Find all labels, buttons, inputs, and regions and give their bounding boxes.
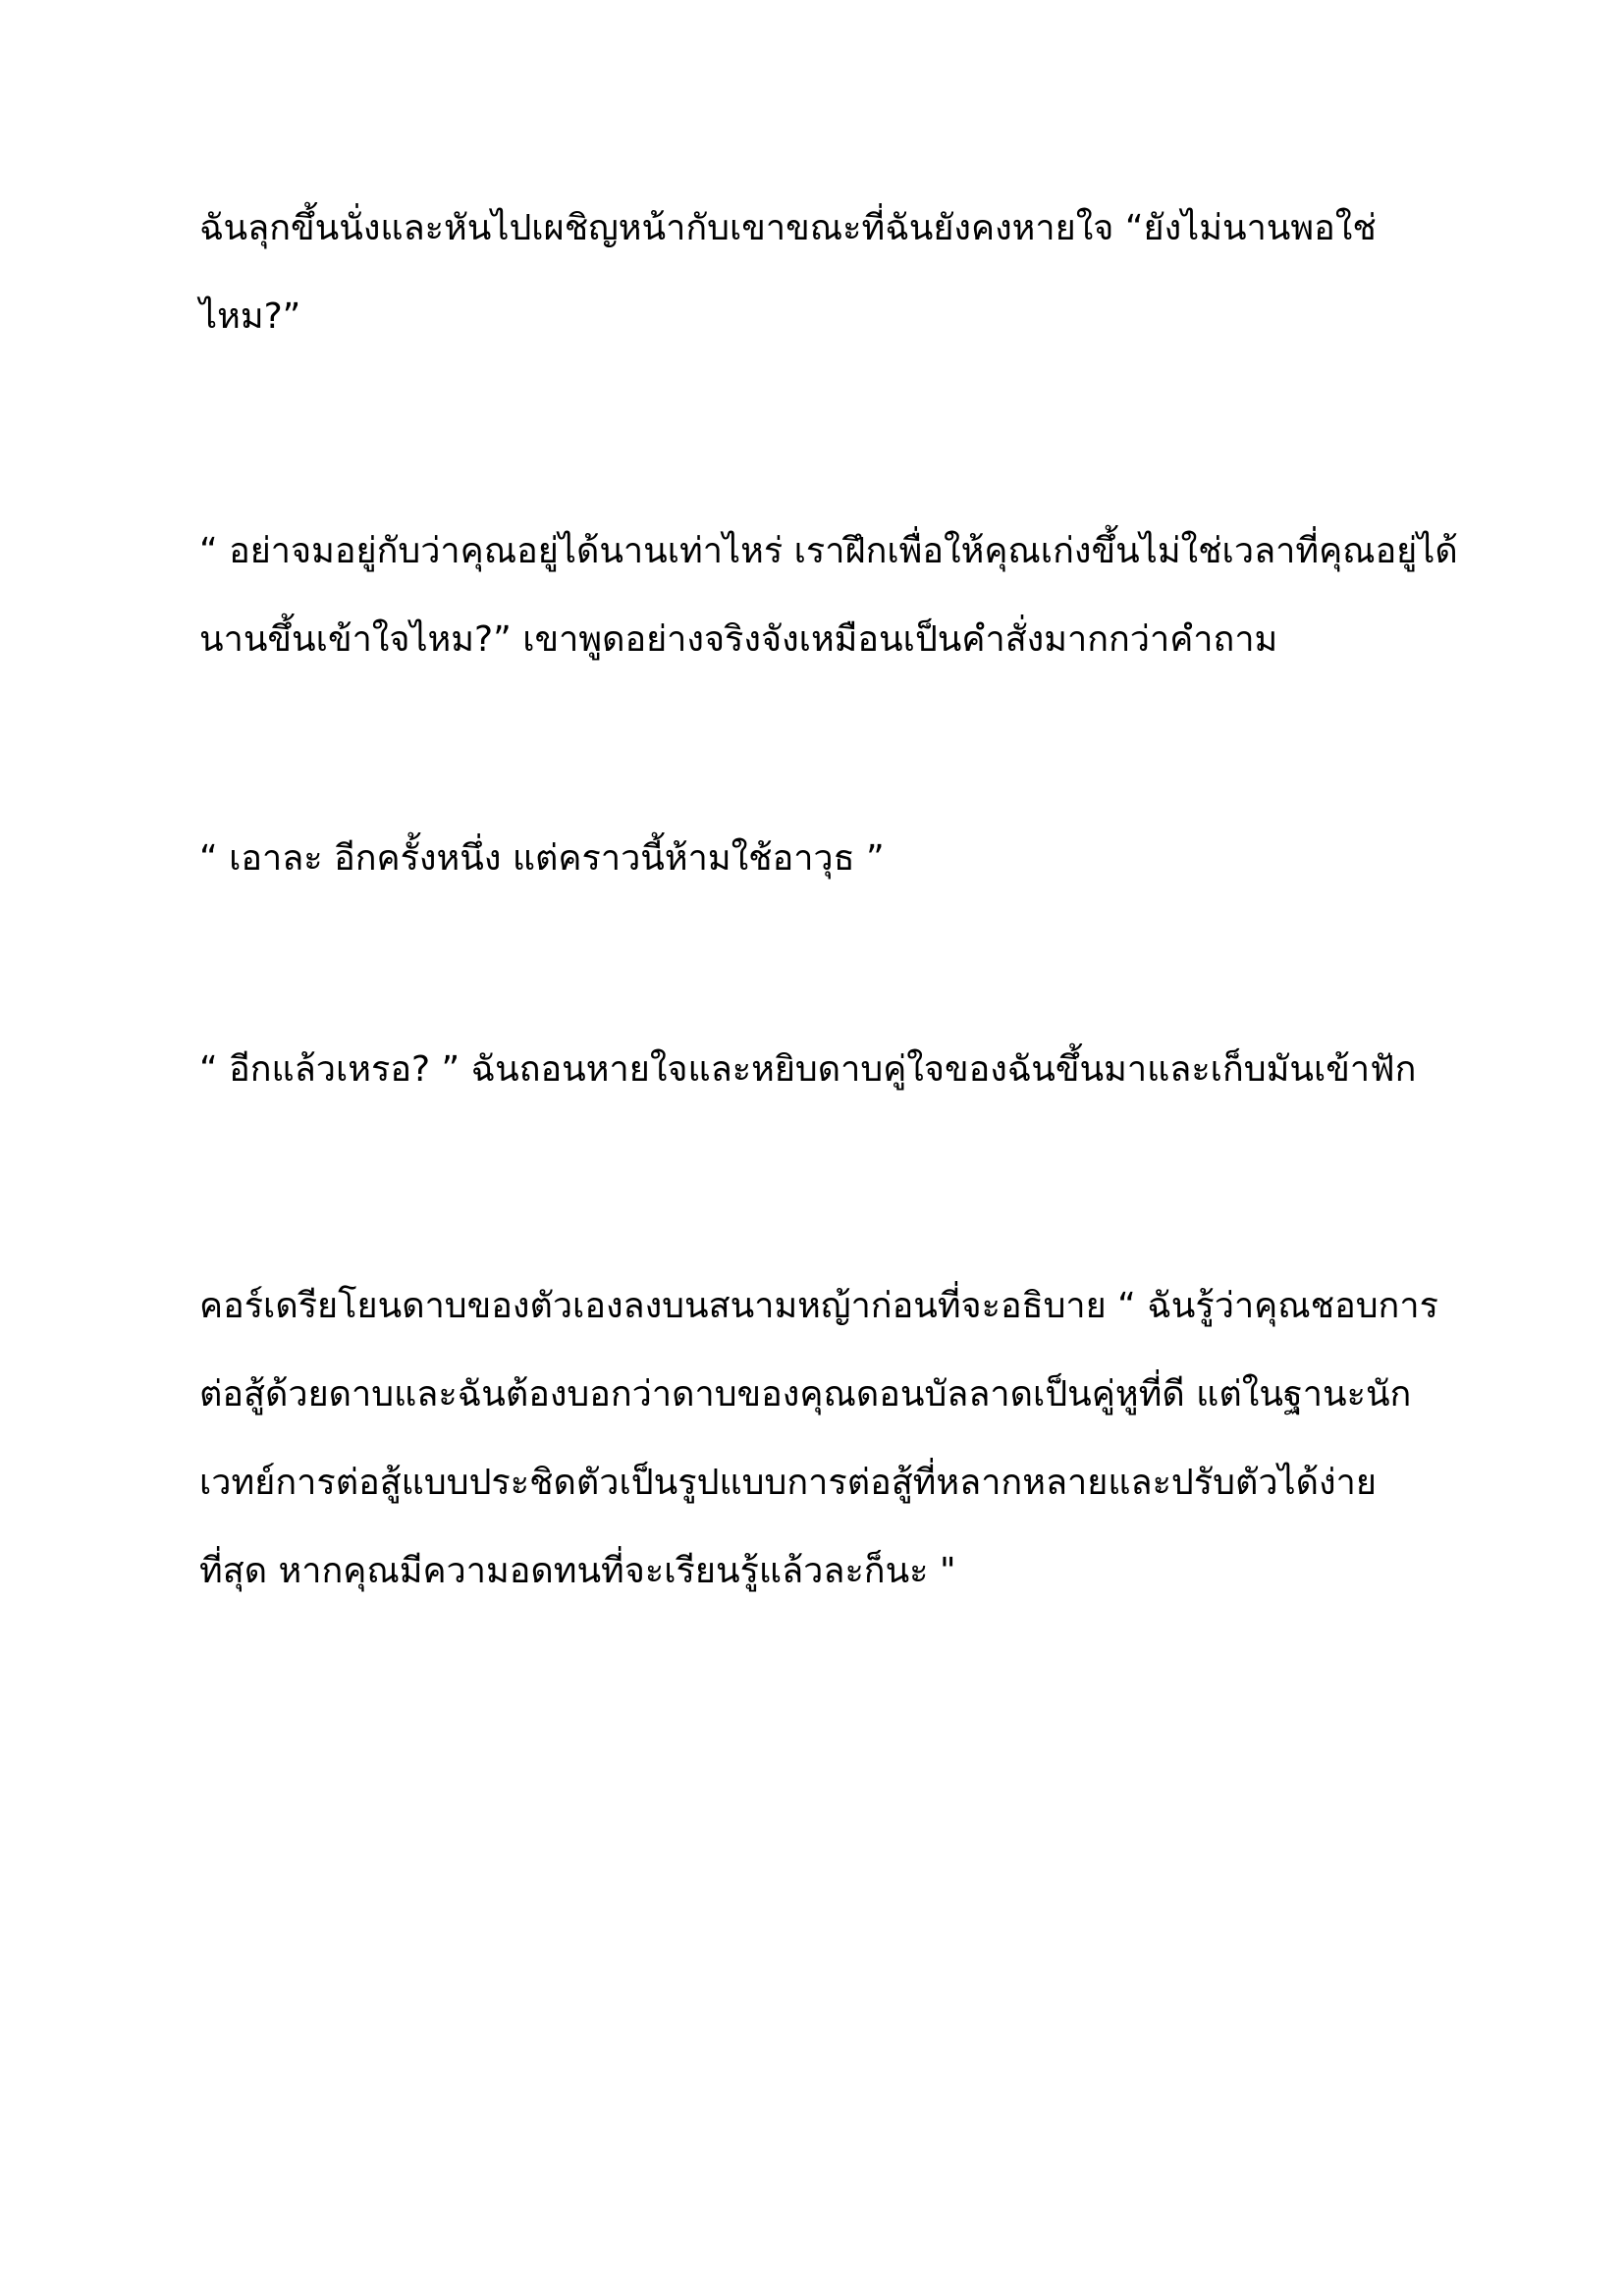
paragraph-1-line-2: ไหม?”	[199, 296, 301, 337]
paragraph-2-line-1: “ อย่าจมอยู่กับว่าคุณอยู่ได้นานเท่าไหร่ เราฝึกเพื่อให้คุณเก่งขึ้นไม่ใช่เวลาที่คุณอยู่ได้	[199, 531, 1458, 571]
paragraph-5-line-4: ที่สุด หากคุณมีความอดทนที่จะเรียนรู้แล้วละก็นะ "	[199, 1551, 956, 1591]
paragraph-5-line-2: ต่อสู้ด้วยดาบและฉันต้องบอกว่าดาบของคุณดอนบัลลาดเป็นคู่หูที่ดี แต่ในฐานะนัก	[199, 1374, 1412, 1415]
paragraph-4-line-1: “ อีกแล้วเหรอ? ” ฉันถอนหายใจและหยิบดาบคู่ใจของฉันขึ้นมาและเก็บมันเข้าฟัก	[199, 1049, 1417, 1090]
paragraph-5-line-3: เวทย์การต่อสู้แบบประชิดตัวเป็นรูปแบบการต่อสู้ที่หลากหลายและปรับตัวได้ง่าย	[199, 1463, 1377, 1503]
paragraph-1-line-1: ฉันลุกขึ้นนั่งและหันไปเผชิญหน้ากับเขาขณะที่ฉันยังคงหายใจ “ยังไม่นานพอใช่	[199, 208, 1377, 248]
paragraph-2-line-2: นานขึ้นเข้าใจไหม?” เขาพูดอย่างจริงจังเหมือนเป็นคำสั่งมากกว่าคำถาม	[199, 619, 1278, 660]
paragraph-5-line-1: คอร์เดรียโยนดาบของตัวเองลงบนสนามหญ้าก่อนที่จะอธิบาย “ ฉันรู้ว่าคุณชอบการ	[199, 1286, 1438, 1326]
paragraph-3-line-1: “ เอาละ อีกครั้งหนึ่ง แต่คราวนี้ห้ามใช้อาวุธ ”	[199, 838, 885, 879]
